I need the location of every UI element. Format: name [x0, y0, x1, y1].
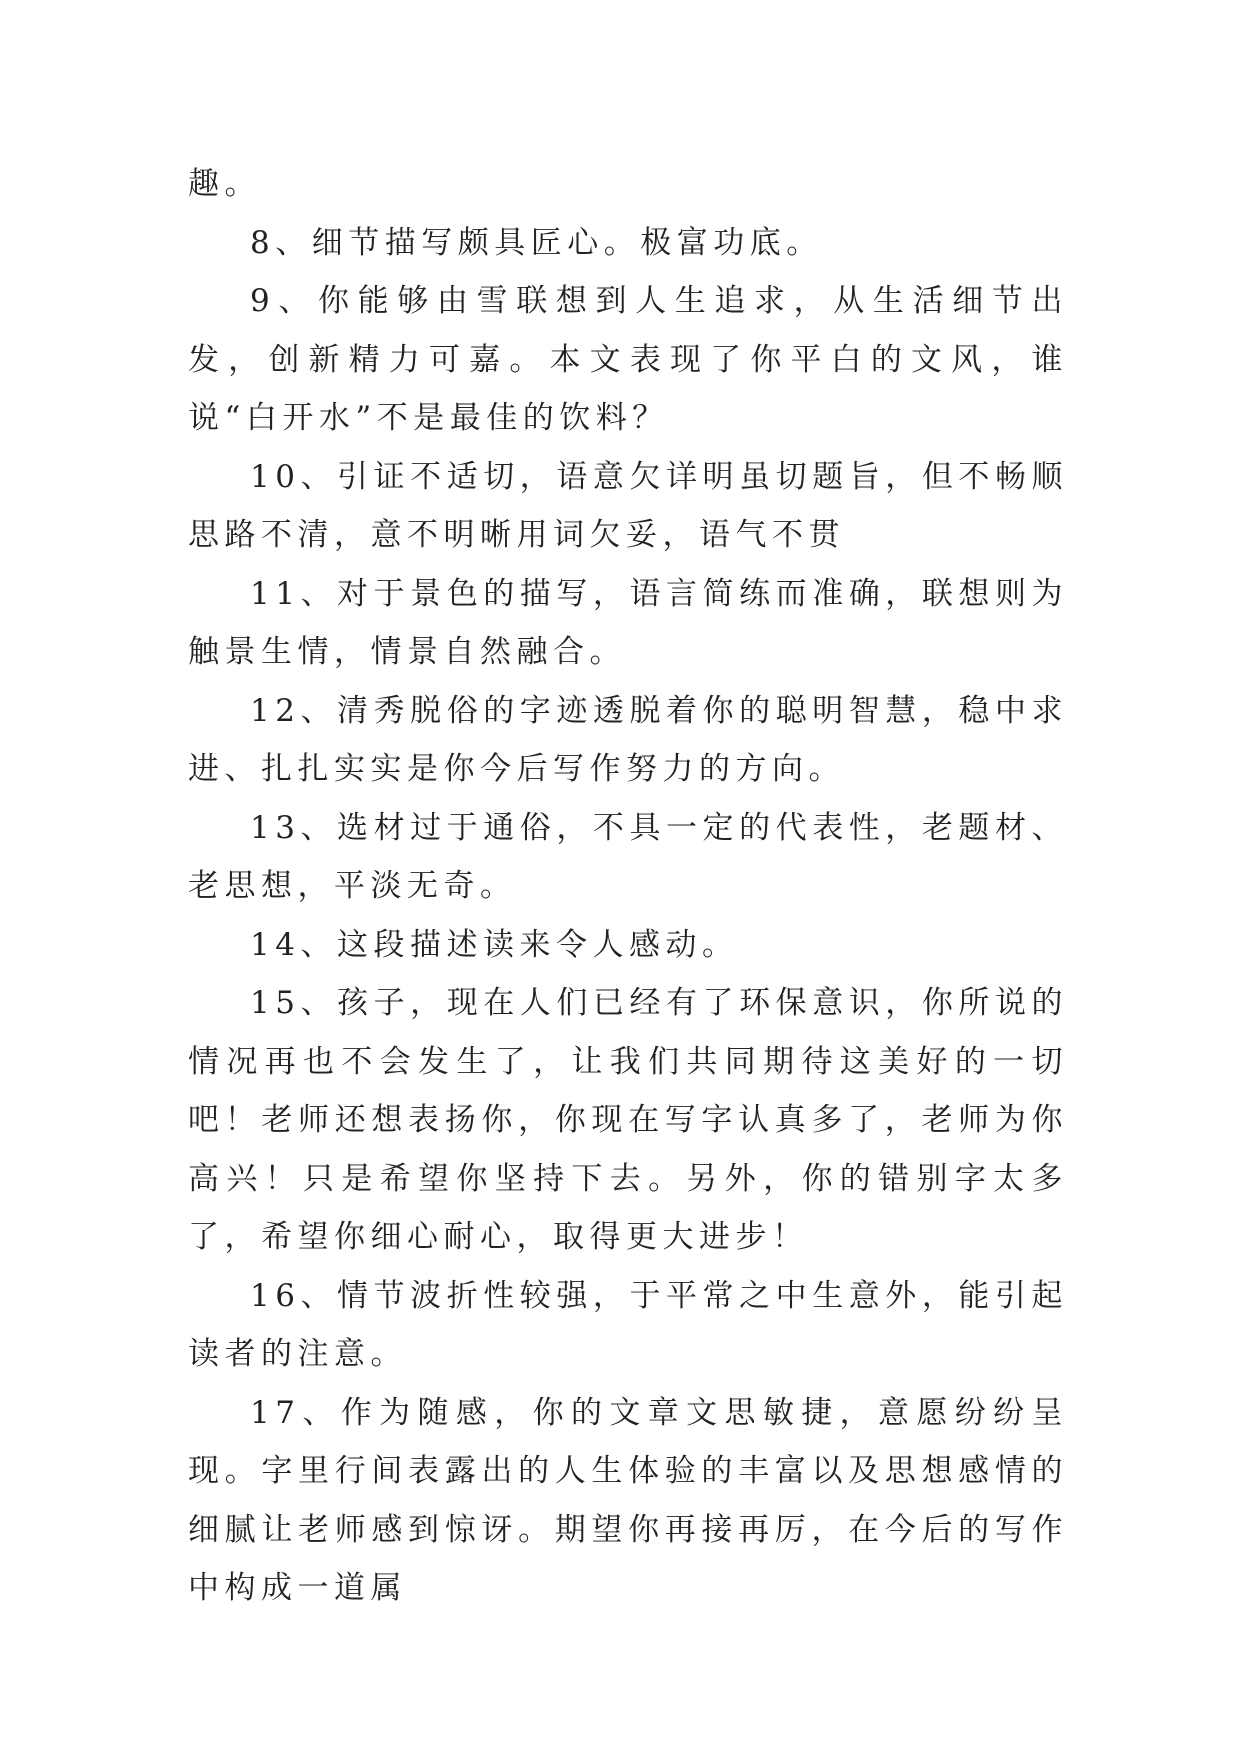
paragraph-comment-11: 11、对于景色的描写，语言简练而准确，联想则为触景生情，情景自然融合。: [188, 575, 1068, 670]
paragraph-comment-9: 9、你能够由雪联想到人生追求，从生活细节出发，创新精力可嘉。本文表现了你平白的文风，谁说“白开水”不是最佳的饮料？: [188, 283, 1068, 436]
paragraph-comment-15: 15、孩子，现在人们已经有了环保意识，你所说的情况再也不会发生了，让我们共同期待这美好的一切吧！老师还想表扬你，你现在写字认真多了，老师为你高兴！只是希望你坚持下去。另外，你的错别字太多了，希望你细心耐心，取得更大进步！: [188, 985, 1068, 1255]
paragraph-comment-12: 12、清秀脱俗的字迹透脱着你的聪明智慧，稳中求进、扎扎实实是你今后写作努力的方向。: [188, 692, 1068, 787]
paragraph-comment-10: 10、引证不适切，语意欠详明虽切题旨，但不畅顺思路不清，意不明晰用词欠妥，语气不贯: [188, 458, 1068, 553]
paragraph-comment-16: 16、情节波折性较强，于平常之中生意外，能引起读者的注意。: [188, 1277, 1068, 1372]
paragraph-comment-14: 14、这段描述读来令人感动。: [250, 926, 739, 963]
paragraph-comment-13: 13、选材过于通俗，不具一定的代表性，老题材、老思想，平淡无奇。: [188, 809, 1068, 904]
paragraph-comment-8: 8、细节描写颇具匠心。极富功底。: [250, 224, 823, 261]
paragraph-comment-17: 17、作为随感，你的文章文思敏捷，意愿纷纷呈现。字里行间表露出的人生体验的丰富以及思想感情的细腻让老师感到惊讶。期望你再接再厉，在今后的写作中构成一道属: [188, 1394, 1068, 1606]
document-page: [188, 155, 1068, 1618]
paragraph-continuation: 趣。: [188, 166, 261, 202]
